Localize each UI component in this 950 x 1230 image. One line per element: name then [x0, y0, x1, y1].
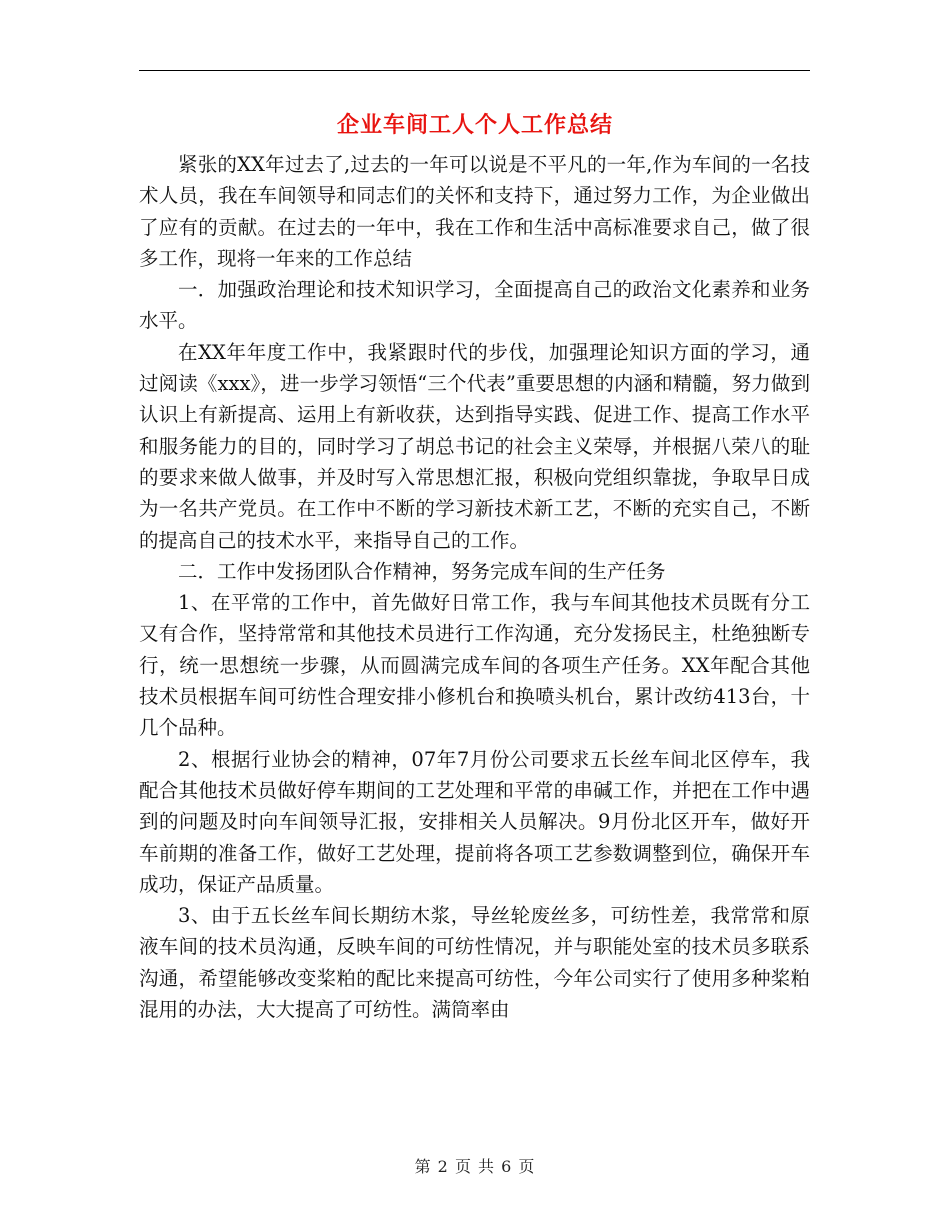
- paragraph-study: 在XX年年度工作中，我紧跟时代的步伐，加强理论知识方面的学习，通过阅读《xxx》，进一步学习领悟“三个代表”重要思想的内涵和精髓，努力做到认识上有新提高、运用上有新收获，达到指导实践、促进工作、提高工作水平和服务能力的目的，同时学习了胡总书记的社会主义荣辱，并根据八荣八的耻的要求来做人做事，并及时写入常思想汇报，积极向党组织靠拢，争取早日成为一名共产党员。在工作中不断的学习新技术新工艺，不断的充实自己，不断的提高自己的技术水平，来指导自己的工作。: [139, 340, 810, 552]
- paragraph-intro: 紧张的XX年过去了,过去的一年可以说是不平凡的一年,作为车间的一名技术人员，我在车间领导和同志们的关怀和支持下，通过努力工作，为企业做出了应有的贡献。在过去的一年中，我在工作和生活中高标准要求自己，做了很多工作，现将一年来的工作总结: [139, 153, 810, 270]
- page-number-footer: 第 2 页 共 6 页: [414, 1157, 536, 1176]
- paragraph-item-1: 1、在平常的工作中，首先做好日常工作，我与车间其他技术员既有分工又有合作，坚持常常和其他技术员进行工作沟通，充分发扬民主，杜绝独断专行，统一思想统一步骤，从而圆满完成车间的各项生产任务。XX年配合其他技术员根据车间可纺性合理安排小修机台和换喷头机台，累计改纺413台，十几个品种。: [139, 591, 810, 740]
- paragraph-item-3: 3、由于五长丝车间长期纺木浆，导丝轮废丝多，可纺性差，我常常和原液车间的技术员沟通，反映车间的可纺性情况，并与职能处室的技术员多联系沟通，希望能够改变桨粕的配比来提高可纺性，今年公司实行了使用多种桨粕混用的办法，大大提高了可纺性。满筒率由: [139, 904, 810, 1022]
- document-body: [139, 149, 810, 1025]
- header-rule: [139, 70, 810, 71]
- paragraph-item-2: 2、根据行业协会的精神，07年7月份公司要求五长丝车间北区停车，我配合其他技术员做好停车期间的工艺处理和平常的串碱工作，并把在工作中遇到的问题及时向车间领导汇报，安排相关人员解决。9月份北区开车，做好开车前期的准备工作，做好工艺处理，提前将各项工艺参数调整到位，确保开车成功，保证产品质量。: [139, 747, 810, 896]
- document-title: 企业车间工人个人工作总结: [336, 112, 613, 138]
- section-heading-2: 二．工作中发扬团队合作精神，努务完成车间的生产任务: [178, 559, 666, 583]
- section-heading-1: 一．加强政治理论和技术知识学习，全面提高自己的政治文化素养和业务水平。: [139, 278, 810, 333]
